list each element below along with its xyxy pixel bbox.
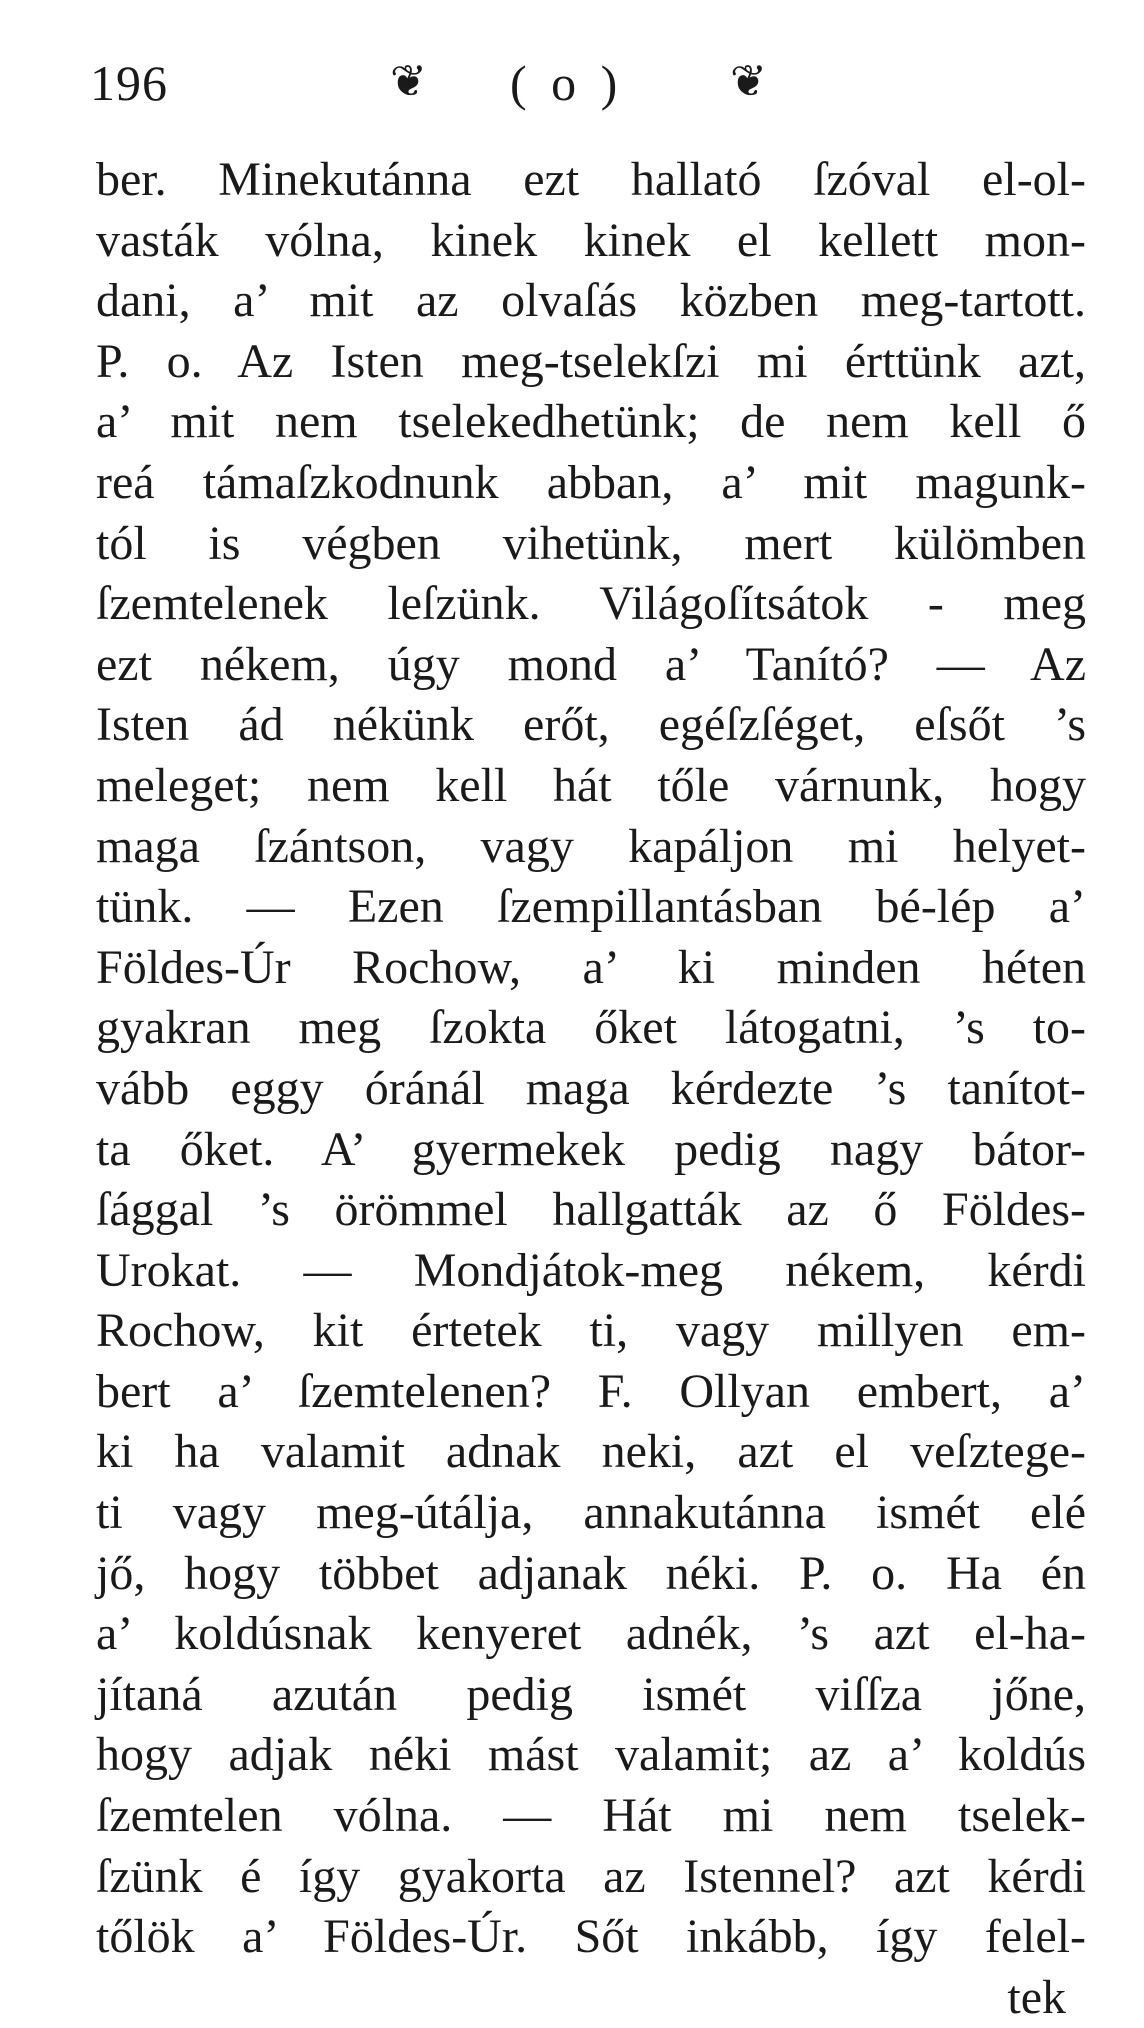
text-line: a’ koldúsnak kenyeret adnék, ’s azt el-ha-	[96, 1607, 1086, 1661]
ornament-right-icon: ❦	[730, 57, 767, 106]
ornament-left-icon: ❦	[390, 57, 427, 106]
text-line: ſzemtelenek leſzünk. Világoſítsátok - meg	[96, 577, 1086, 631]
text-line: Földes-Úr Rochow, a’ ki minden héten	[96, 940, 1086, 994]
text-line: jő, hogy többet adjanak néki. P. o. Ha én	[96, 1546, 1086, 1600]
text-line: dani, a’ mit az olvaſás közben meg-tartott.	[96, 274, 1086, 328]
text-line: a’ mit nem tselekedhetünk; de nem kell ő	[96, 395, 1086, 449]
text-line: Isten ád nékünk erőt, egéſzſéget, eſsőt ’s	[96, 698, 1086, 752]
page-number: 196	[90, 55, 168, 111]
text-line: hogy adjak néki mást valamit; az a’ koldús	[96, 1728, 1086, 1782]
text-line: ki ha valamit adnak neki, azt el veſztege-	[96, 1425, 1086, 1479]
text-line: ezt nékem, úgy mond a’ Tanító? — Az	[96, 637, 1086, 691]
text-line: vasták vólna, kinek kinek el kellett mon-	[96, 213, 1086, 267]
text-line: Urokat. — Mondjátok-meg nékem, kérdi	[96, 1243, 1086, 1297]
header-center-mark: ( o )	[510, 55, 624, 111]
text-line: maga ſzántson, vagy kapáljon mi helyet-	[96, 819, 1086, 873]
page-header	[90, 44, 790, 124]
text-line: P. o. Az Isten meg-tselekſzi mi érttünk azt,	[96, 334, 1086, 388]
text-line: ſzünk é így gyakorta az Istennel? azt kérdi	[96, 1849, 1086, 1903]
body-text	[96, 150, 1086, 2028]
text-line: bert a’ ſzemtelenen? F. Ollyan embert, a’	[96, 1364, 1086, 1418]
text-line: jítaná azután pedig ismét viſſza jőne,	[96, 1667, 1086, 1721]
text-line: vább eggy óránál maga kérdezte ’s tanítot-	[96, 1061, 1086, 1115]
text-line: ſzemtelen vólna. — Hát mi nem tselek-	[96, 1789, 1086, 1843]
text-line: meleget; nem kell hát tőle várnunk, hogy	[96, 758, 1086, 812]
text-line: ber. Minekutánna ezt hallató ſzóval el-ol-	[96, 153, 1086, 206]
text-line: ſággal ’s örömmel hallgatták az ő Földes-	[96, 1183, 1086, 1237]
text-line: reá támaſzkodnunk abban, a’ mit magunk-	[96, 455, 1086, 509]
text-line: Rochow, kit értetek ti, vagy millyen em-	[96, 1304, 1086, 1358]
text-line: ti vagy meg-útálja, annakutánna ismét elé	[96, 1486, 1086, 1540]
catchword: tek	[1007, 1970, 1066, 2024]
text-line: gyakran meg ſzokta őket látogatni, ’s to-	[96, 1001, 1086, 1055]
text-line: tünk. — Ezen ſzempillantásban bé-lép a’	[96, 880, 1086, 934]
text-line: tól is végben vihetünk, mert külömben	[96, 516, 1086, 570]
text-line: tőlök a’ Földes-Úr. Sőt inkább, így felel-	[96, 1910, 1086, 1964]
text-line: ta őket. A’ gyermekek pedig nagy bátor-	[96, 1122, 1086, 1176]
